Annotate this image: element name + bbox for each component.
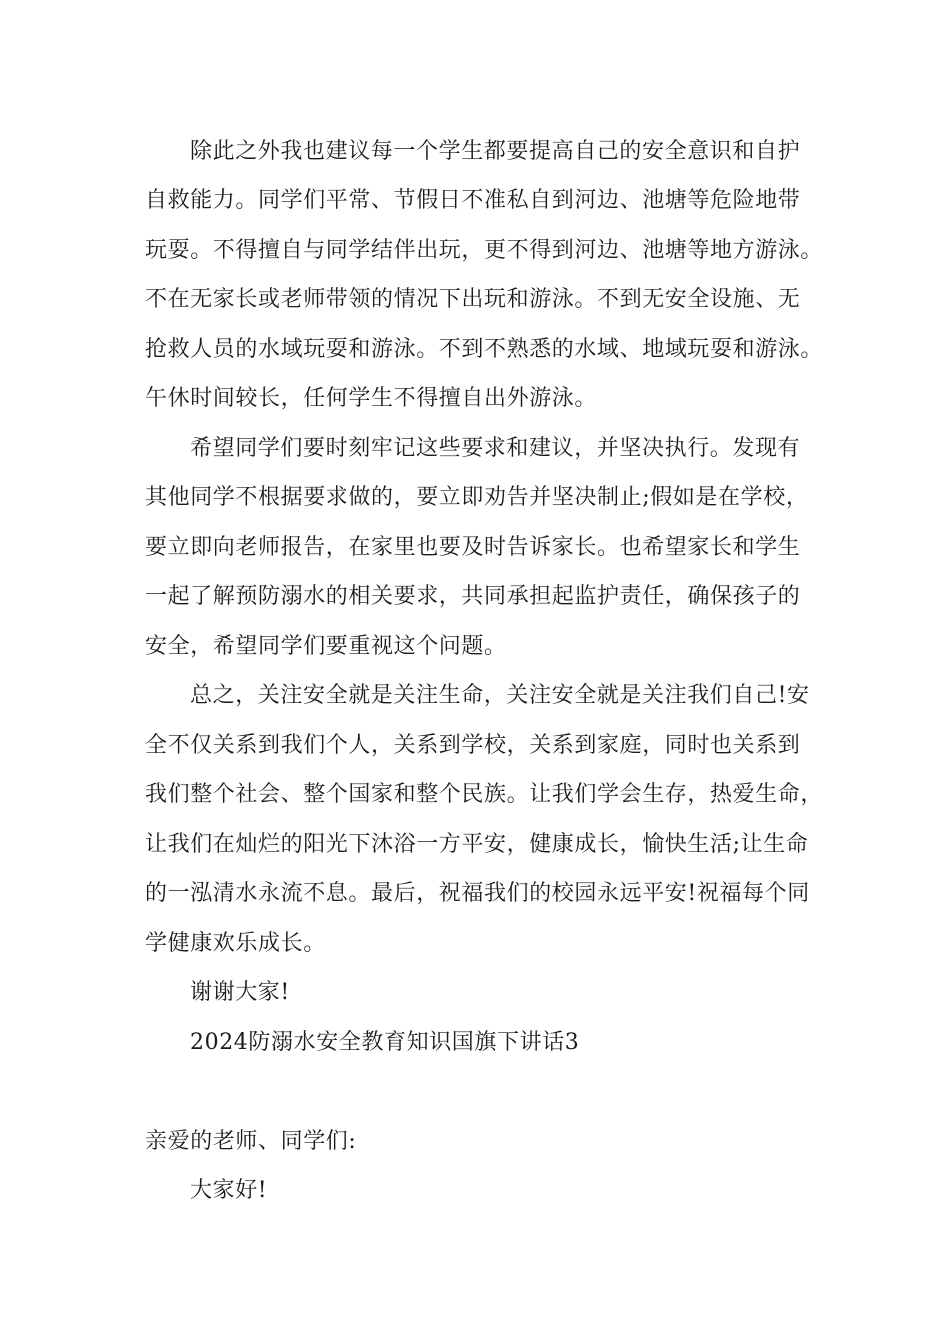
paragraph-line: 抢救人员的水域玩耍和游泳。不到不熟悉的水域、地域玩耍和游泳。 <box>145 337 824 362</box>
paragraph-line: 玩耍。不得擅自与同学结伴出玩，更不得到河边、池塘等地方游泳。 <box>145 238 824 263</box>
section-heading: 2024防溺水安全教育知识国旗下讲话3 <box>190 1030 580 1055</box>
paragraph-line: 要立即向老师报告，在家里也要及时告诉家长。也希望家长和学生 <box>145 535 801 560</box>
paragraph-line: 学健康欢乐成长。 <box>145 931 326 956</box>
paragraph-line: 让我们在灿烂的阳光下沐浴一方平安，健康成长，愉快生活;让生命 <box>145 832 809 857</box>
paragraph-line: 我们整个社会、整个国家和整个民族。让我们学会生存，热爱生命， <box>145 782 824 807</box>
paragraph-line: 安全，希望同学们要重视这个问题。 <box>145 634 507 659</box>
paragraph-line: 一起了解预防溺水的相关要求，共同承担起监护责任，确保孩子的 <box>145 584 801 609</box>
greeting-line: 大家好! <box>190 1178 268 1203</box>
paragraph-line: 除此之外我也建议每一个学生都要提高自己的安全意识和自护 <box>190 139 801 164</box>
paragraph-line: 自救能力。同学们平常、节假日不准私自到河边、池塘等危险地带 <box>145 188 801 213</box>
paragraph-line: 其他同学不根据要求做的，要立即劝告并坚决制止;假如是在学校， <box>145 485 809 510</box>
paragraph-line: 午休时间较长，任何学生不得擅自出外游泳。 <box>145 386 598 411</box>
closing-line: 谢谢大家! <box>190 980 290 1005</box>
salutation-line: 亲爱的老师、同学们: <box>145 1129 357 1154</box>
paragraph-line: 总之，关注安全就是关注生命，关注安全就是关注我们自己!安 <box>190 683 810 708</box>
paragraph-line: 不在无家长或老师带领的情况下出玩和游泳。不到无安全设施、无 <box>145 287 801 312</box>
paragraph-line: 希望同学们要时刻牢记这些要求和建议，并坚决执行。发现有 <box>190 436 801 461</box>
paragraph-line: 全不仅关系到我们个人，关系到学校，关系到家庭，同时也关系到 <box>145 733 801 758</box>
paragraph-line: 的一泓清水永流不息。最后，祝福我们的校园永远平安!祝福每个同 <box>145 881 810 906</box>
